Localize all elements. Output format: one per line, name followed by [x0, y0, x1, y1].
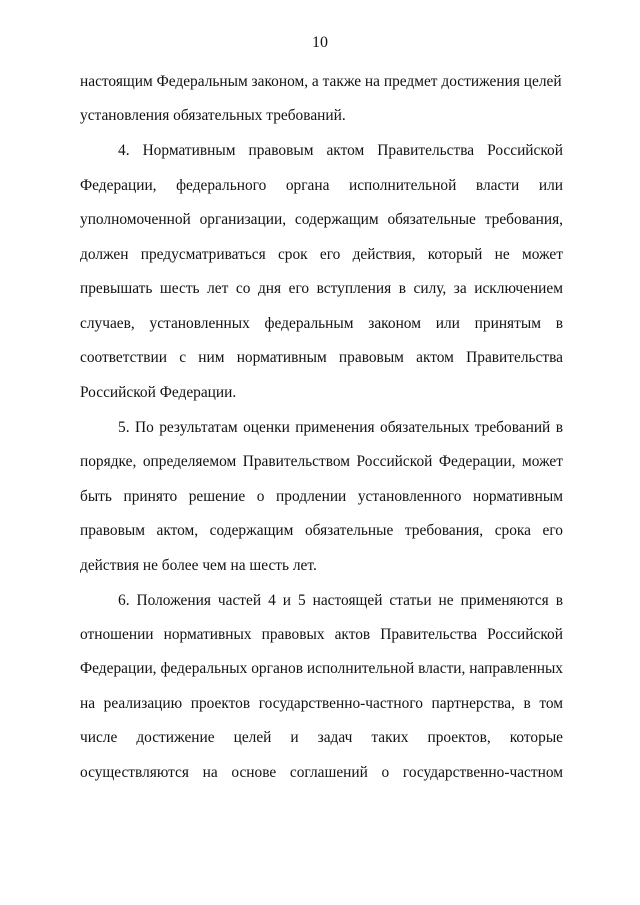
text-line: отношении нормативных правовых актов Правительства Российской [80, 626, 563, 643]
text-line: быть принято решение о продлении установленного нормативным [80, 488, 563, 505]
text-line: числе достижение целей и задач таких проектов, которые [80, 729, 563, 746]
text-line: действия не более чем на шесть лет. [80, 557, 317, 574]
text-line: превышать шесть лет со дня его вступления в силу, за исключением [80, 280, 563, 297]
text-line: Российской Федерации. [80, 384, 237, 401]
text-line: соответствии с ним нормативным правовым актом Правительства [80, 349, 563, 366]
text-line: на реализацию проектов государственно-частного партнерства, в том [80, 695, 563, 712]
text-line: должен предусматриваться срок его действия, который не может [80, 246, 563, 263]
text-line: уполномоченной организации, содержащим обязательные требования, [80, 211, 563, 228]
text-line: установления обязательных требований. [80, 107, 346, 124]
text-line: 5. По результатам оценки применения обязательных требований в [118, 419, 563, 436]
text-line: осуществляются на основе соглашений о государственно-частном [80, 764, 563, 781]
text-line: настоящим Федеральным законом, а также на предмет достижения целей [80, 73, 562, 90]
text-line: случаев, установленных федеральным законом или принятым в [80, 315, 563, 332]
text-line: Федерации, федерального органа исполнительной власти или [80, 177, 563, 194]
page-number: 10 [312, 34, 328, 51]
text-line: 4. Нормативным правовым актом Правительства Российской [118, 142, 563, 159]
text-line: 6. Положения частей 4 и 5 настоящей статьи не применяются в [118, 592, 563, 609]
text-line: порядке, определяемом Правительством Российской Федерации, может [80, 453, 563, 470]
text-line: Федерации, федеральных органов исполнительной власти, направленных [80, 660, 563, 677]
text-line: правовым актом, содержащим обязательные требования, срока его [80, 522, 563, 539]
